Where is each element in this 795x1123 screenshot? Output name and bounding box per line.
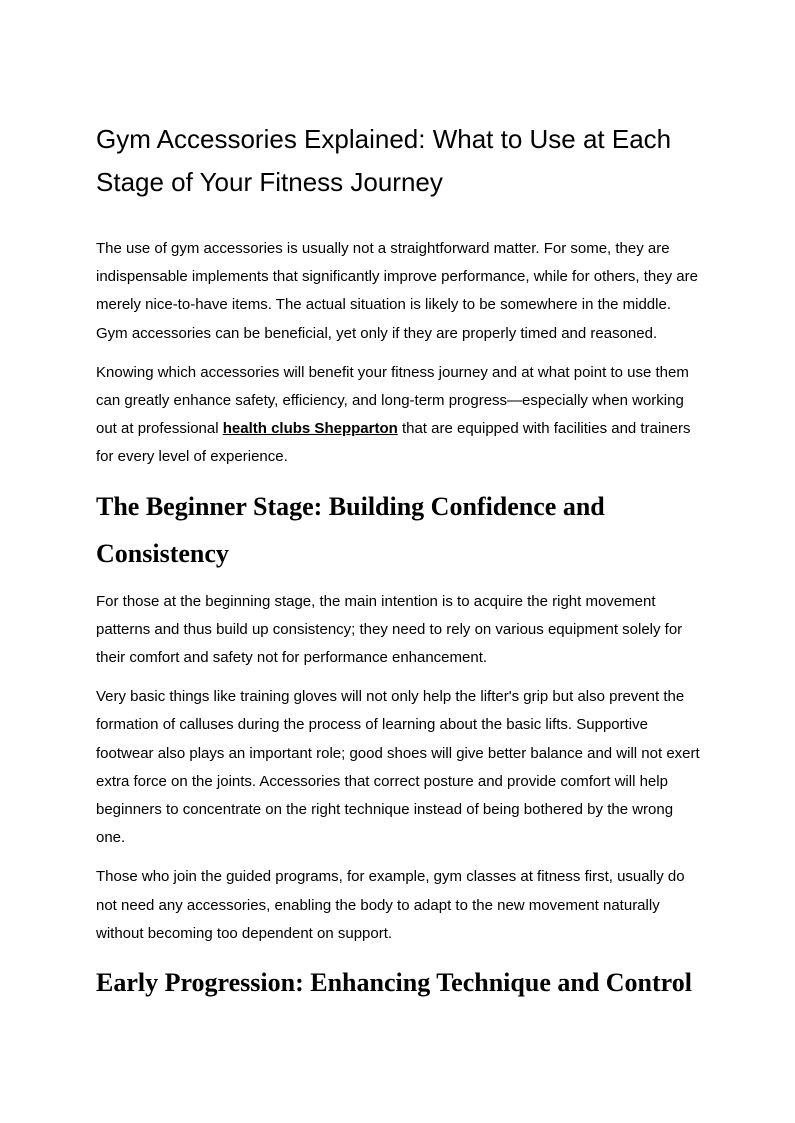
- beginner-paragraph-3: Those who join the guided programs, for example, gym classes at fitness first, usually do not need any accessories, enabling the body to adapt to the new movement naturally without becoming too dependent on support.: [96, 868, 685, 942]
- beginner-paragraph-2: Very basic things like training gloves will not only help the lifter's grip but also prevent the formation of calluses during the process of learning about the basic lifts. Supportive footwear also plays an important role; good shoes will give better balance and will not exert extra force on the joints. Accessories that correct posture and provide comfort will help beginners to concentrate on the right technique instead of being bothered by the wrong one.: [96, 688, 700, 847]
- document-page: [96, 118, 702, 1017]
- intro-paragraph: The use of gym accessories is usually not a straightforward matter. For some, they are indispensable implements that significantly improve performance, while for others, they are merely nice-to-have items. The actual situation is likely to be somewhere in the middle. Gym accessories can be beneficial, yet only if they are properly timed and reasoned.: [96, 240, 698, 342]
- second-paragraph: [96, 359, 702, 472]
- second-paragraph-text-after-link: that are equipped with facilities and trainers for every level of experience.: [96, 420, 691, 466]
- beginner-stage-heading: The Beginner Stage: Building Confidence and Consistency: [96, 491, 605, 569]
- beginner-paragraph-1: For those at the beginning stage, the main intention is to acquire the right movement patterns and thus build up consistency; they need to rely on various equipment solely for their comfort and safety not for performance enhancement.: [96, 592, 683, 667]
- second-paragraph-text-before-link: Knowing which accessories will benefit your fitness journey and at what point to use them can greatly enhance safety, efficiency, and long-term progress—especially when working out at professional: [96, 363, 689, 438]
- health-clubs-shepparton-link[interactable]: health clubs Shepparton: [222, 420, 398, 438]
- early-progression-heading: Early Progression: Enhancing Technique and Control: [96, 968, 692, 998]
- document-title: Gym Accessories Explained: What to Use at Each Stage of Your Fitness Journey: [96, 124, 672, 197]
